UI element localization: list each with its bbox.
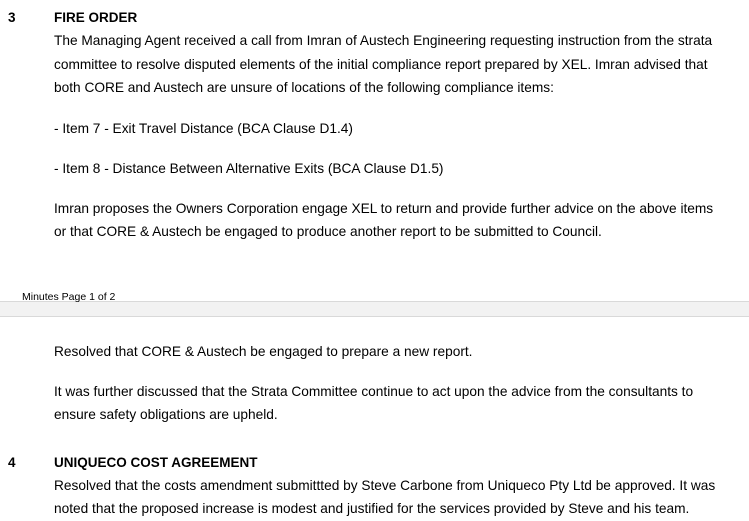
- document-page-two: [0, 317, 749, 521]
- resolution-paragraph: Resolved that CORE & Austech be engaged to prepare a new report.: [54, 344, 473, 359]
- page-footer: Minutes Page 1 of 2: [22, 290, 116, 303]
- continued-content: [0, 339, 749, 427]
- section-number: 4: [8, 454, 16, 470]
- section-paragraph: Resolved that the costs amendment submittted by Steve Carbone from Uniqueco Pty Ltd be approved. It was noted that the proposed increase is modest and justified for the services provided by Steve and his team.: [54, 477, 716, 516]
- section-paragraph: The Managing Agent received a call from Imran of Austech Engineering requesting instruction from the strata committee to resolve disputed elements of the initial compliance report prepared by XEL. Imran advised that both CORE and Austech are unsure of locations of the following compliance items:: [54, 33, 713, 95]
- discussion-paragraph: It was further discussed that the Strata Committee continue to act upon the advice from the consultants to ensure safety obligations are upheld.: [54, 383, 694, 422]
- section-title: UNIQUECO COST AGREEMENT: [54, 454, 258, 470]
- section-number: 3: [8, 10, 16, 25]
- section-bullet-item-7: - Item 7 - Exit Travel Distance (BCA Clause D1.4): [54, 120, 353, 136]
- section-bullet-item-8: - Item 8 - Distance Between Alternative Exits (BCA Clause D1.5): [54, 161, 444, 176]
- section-content: [54, 0, 749, 244]
- section-item-3: [0, 0, 749, 244]
- section-content: [54, 445, 749, 521]
- section-item-4: [0, 445, 749, 521]
- section-paragraph-proposal: Imran proposes the Owners Corporation engage XEL to return and provide further advice on the above items or that CORE & Austech be engaged to produce another report to be submitted to Council.: [54, 200, 714, 239]
- section-title: FIRE ORDER: [54, 10, 138, 25]
